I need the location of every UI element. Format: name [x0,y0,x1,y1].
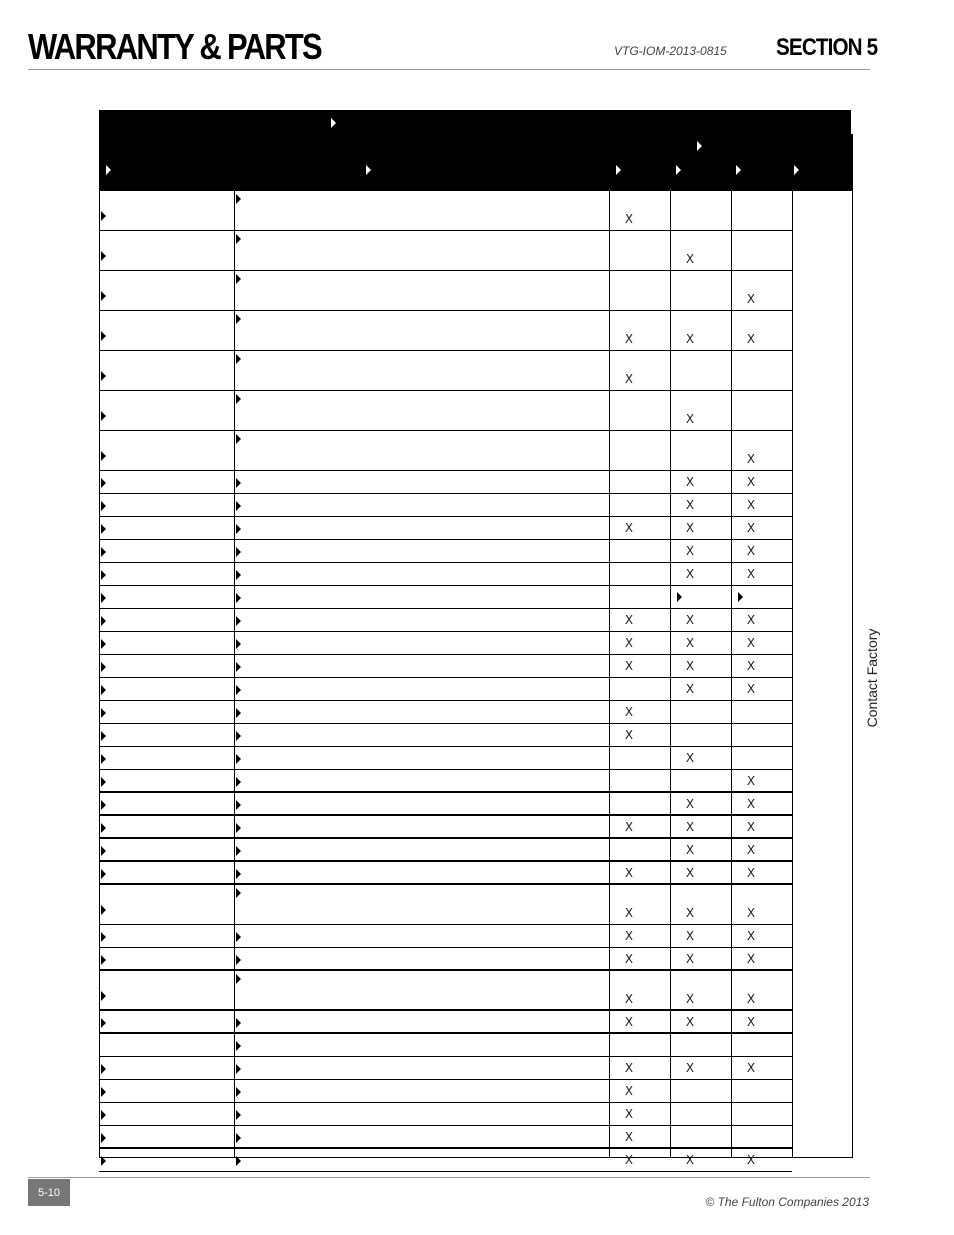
check-mark: X [624,212,634,226]
table-row [99,1126,792,1149]
bullet-arrow-icon [101,616,106,626]
check-mark: X [746,475,756,489]
check-mark: X [746,797,756,811]
bullet-arrow-icon [236,570,241,580]
bullet-arrow-icon [236,639,241,649]
bullet-arrow-icon [101,411,106,421]
check-mark: X [746,992,756,1006]
table-row [99,925,792,948]
bullet-arrow-icon [101,846,106,856]
table-row [99,724,792,747]
bullet-arrow-icon [236,800,241,810]
check-mark: X [746,521,756,535]
check-mark: X [746,774,756,788]
check-mark: X [746,1153,756,1167]
bullet-arrow-icon [236,1133,241,1143]
header-arrow-icon [676,165,681,175]
bullet-arrow-icon [236,354,241,364]
section-label: SECTION 5 [776,34,878,61]
check-mark: X [746,952,756,966]
check-mark: X [624,332,634,346]
check-mark: X [746,452,756,466]
column-divider [792,191,793,1158]
table-row [99,563,792,586]
table-row [99,517,792,540]
bullet-arrow-icon [236,501,241,511]
check-mark: X [746,906,756,920]
bullet-arrow-icon [236,974,241,984]
bullet-arrow-icon [101,501,106,511]
table-row [99,885,792,925]
header-arrow-icon [697,141,702,151]
bullet-arrow-icon [101,1156,106,1166]
table-row [99,770,792,793]
check-mark: X [624,1107,634,1121]
bullet-arrow-icon [101,593,106,603]
table-row [99,471,792,494]
bullet-arrow-icon [101,777,106,787]
bullet-arrow-icon [101,524,106,534]
bullet-arrow-icon [101,1018,106,1028]
bullet-arrow-icon [101,1133,106,1143]
bullet-arrow-icon [236,547,241,557]
check-mark: X [685,952,695,966]
check-mark: X [685,751,695,765]
table-row [99,494,792,517]
check-mark: X [685,475,695,489]
bullet-arrow-icon [101,708,106,718]
check-mark: X [685,906,695,920]
check-mark: X [746,929,756,943]
table-row [99,191,792,231]
table-row [99,609,792,632]
bullet-arrow-icon [101,869,106,879]
check-mark: X [624,1084,634,1098]
check-mark: X [685,252,695,266]
check-mark: X [746,659,756,673]
table-row [99,816,792,839]
check-mark: X [685,498,695,512]
bullet-arrow-icon [101,800,106,810]
check-mark: X [746,613,756,627]
bullet-arrow-icon [101,639,106,649]
check-mark: X [746,636,756,650]
check-mark: X [685,1015,695,1029]
check-mark: X [624,659,634,673]
check-mark: X [624,613,634,627]
check-mark: X [624,636,634,650]
footer-rule [28,1177,870,1178]
cell-arrow-icon [738,592,743,602]
bullet-arrow-icon [236,234,241,244]
check-mark: X [685,992,695,1006]
check-mark: X [746,866,756,880]
bullet-arrow-icon [236,1156,241,1166]
table-header-top [99,110,853,134]
bullet-arrow-icon [101,823,106,833]
check-mark: X [685,1153,695,1167]
check-mark: X [746,544,756,558]
check-mark: X [624,929,634,943]
check-mark: X [685,636,695,650]
bullet-arrow-icon [236,662,241,672]
header-arrow-icon [736,165,741,175]
check-mark: X [746,1015,756,1029]
check-mark: X [685,929,695,943]
table-row [99,839,792,862]
bullet-arrow-icon [101,451,106,461]
copyright-text: © The Fulton Companies 2013 [705,1195,869,1209]
bullet-arrow-icon [236,478,241,488]
table-row [99,678,792,701]
bullet-arrow-icon [236,314,241,324]
check-mark: X [624,952,634,966]
check-mark: X [624,372,634,386]
bullet-arrow-icon [101,291,106,301]
table-row [99,231,792,271]
check-mark: X [624,705,634,719]
table-row [99,586,792,609]
contact-factory-label: Contact Factory [864,628,880,728]
bullet-arrow-icon [101,955,106,965]
header-arrow-icon [106,165,111,175]
check-mark: X [746,498,756,512]
check-mark: X [746,292,756,306]
row-divider [99,1171,792,1172]
table-header-bottom [99,134,853,191]
table-row [99,1103,792,1126]
bullet-arrow-icon [236,846,241,856]
check-mark: X [624,1130,634,1144]
header-arrow-icon [366,165,371,175]
bullet-arrow-icon [236,823,241,833]
check-mark: X [685,412,695,426]
bullet-arrow-icon [101,371,106,381]
document-code: VTG-IOM-2013-0815 [614,44,727,58]
bullet-arrow-icon [101,331,106,341]
bullet-arrow-icon [236,524,241,534]
bullet-arrow-icon [236,434,241,444]
bullet-arrow-icon [101,211,106,221]
bullet-arrow-icon [236,888,241,898]
bullet-arrow-icon [101,547,106,557]
bullet-arrow-icon [101,932,106,942]
bullet-arrow-icon [236,685,241,695]
bullet-arrow-icon [101,478,106,488]
check-mark: X [685,820,695,834]
table-row [99,793,792,816]
bullet-arrow-icon [101,662,106,672]
table-row [99,540,792,563]
bullet-arrow-icon [236,869,241,879]
check-mark: X [746,820,756,834]
check-mark: X [624,1061,634,1075]
check-mark: X [685,682,695,696]
check-mark: X [685,544,695,558]
bullet-arrow-icon [101,1064,106,1074]
bullet-arrow-icon [236,194,241,204]
bullet-arrow-icon [101,731,106,741]
bullet-arrow-icon [236,754,241,764]
check-mark: X [624,728,634,742]
check-mark: X [624,992,634,1006]
table-row [99,1149,792,1172]
table-row [99,948,792,971]
check-mark: X [685,866,695,880]
cell-arrow-icon [677,592,682,602]
check-mark: X [624,820,634,834]
bullet-arrow-icon [236,1110,241,1120]
bullet-arrow-icon [101,570,106,580]
check-mark: X [685,1061,695,1075]
header-arrow-icon [794,165,799,175]
check-mark: X [685,613,695,627]
table-row [99,311,792,351]
bullet-arrow-icon [236,955,241,965]
bullet-arrow-icon [236,274,241,284]
bullet-arrow-icon [101,251,106,261]
check-mark: X [746,1061,756,1075]
check-mark: X [685,659,695,673]
table-row [99,971,792,1011]
bullet-arrow-icon [101,1110,106,1120]
check-mark: X [624,1015,634,1029]
table-row [99,271,792,311]
table-row [99,1080,792,1103]
bullet-arrow-icon [101,754,106,764]
check-mark: X [624,906,634,920]
header-arrow-icon [331,118,336,128]
check-mark: X [746,843,756,857]
table-row [99,747,792,770]
check-mark: X [685,521,695,535]
warranty-parts-table [99,110,880,1167]
check-mark: X [624,521,634,535]
table-row [99,391,792,431]
bullet-arrow-icon [236,932,241,942]
check-mark: X [685,567,695,581]
check-mark: X [624,1153,634,1167]
check-mark: X [685,843,695,857]
check-mark: X [624,866,634,880]
bullet-arrow-icon [101,1087,106,1097]
header-notch [851,110,853,134]
table-row [99,1034,792,1057]
bullet-arrow-icon [236,708,241,718]
bullet-arrow-icon [101,991,106,1001]
check-mark: X [746,682,756,696]
check-mark: X [685,797,695,811]
table-row [99,351,792,391]
bullet-arrow-icon [236,777,241,787]
bullet-arrow-icon [236,1041,241,1051]
table-row [99,862,792,885]
bullet-arrow-icon [236,1018,241,1028]
table-row [99,431,792,471]
bullet-arrow-icon [236,394,241,404]
bullet-arrow-icon [236,1064,241,1074]
header-rule [28,69,870,70]
bullet-arrow-icon [236,1087,241,1097]
table-row [99,655,792,678]
table-row [99,632,792,655]
table-row [99,1057,792,1080]
check-mark: X [746,567,756,581]
bullet-arrow-icon [236,593,241,603]
bullet-arrow-icon [236,616,241,626]
bullet-arrow-icon [101,905,106,915]
table-row [99,701,792,724]
page-number: 5-10 [28,1179,70,1206]
bullet-arrow-icon [101,685,106,695]
header-arrow-icon [616,165,621,175]
check-mark: X [746,332,756,346]
page-title: WARRANTY & PARTS [28,26,321,67]
check-mark: X [685,332,695,346]
table-row [99,1011,792,1034]
bullet-arrow-icon [236,731,241,741]
